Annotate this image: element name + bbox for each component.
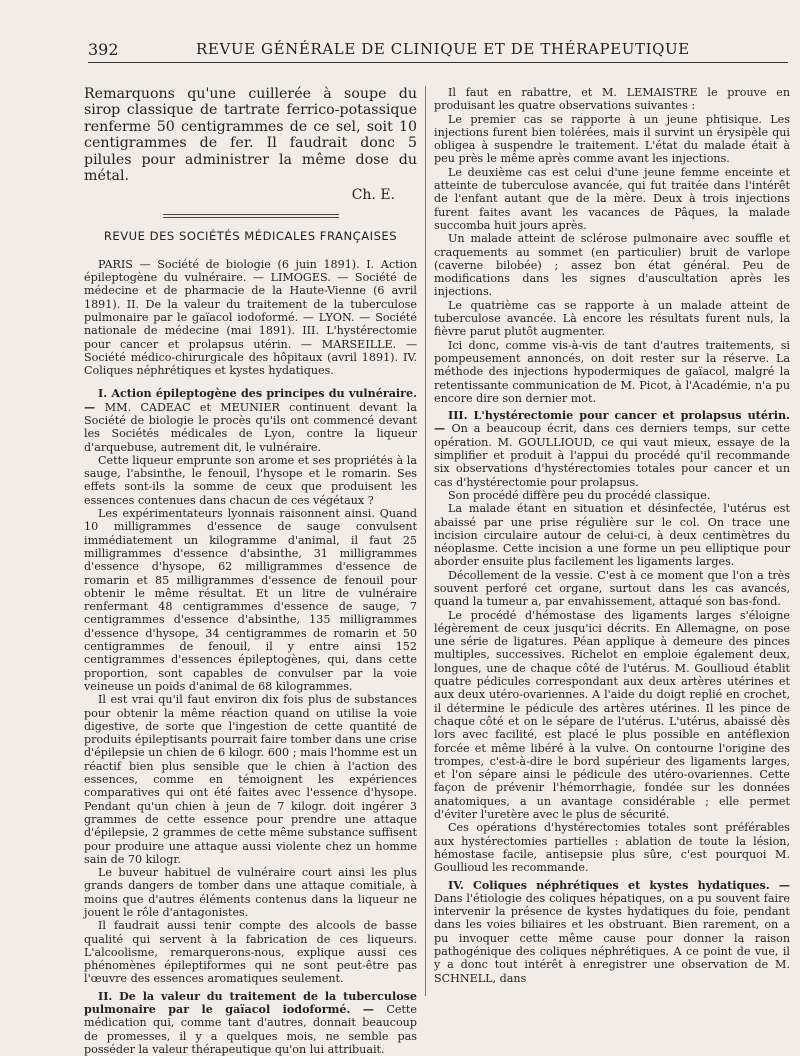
section-title: REVUE DES SOCIÉTÉS MÉDICALES FRANÇAISES — [103, 229, 398, 244]
column-divider — [425, 86, 426, 996]
paragraph-text: MM. CADEAC et MEUNIER continuent devant la Société de biologie le procès qu'ils ont commencé devant les Sociétés médicales de Lyon, contre la liqueur d'arquebuse, autrement dit, le vulnéraire. — [84, 400, 417, 454]
body-paragraph — [434, 821, 790, 874]
summary-paragraph: PARIS — Société de biologie (6 juin 1891). I. Action épileptogène du vulnéraire. — LIMOGES. — Société de médecine et de pharmacie de la Haute-Vienne (6 avril 1891). II. De la valeur du traitement de la tuberculose pulmonaire par le gaïacol iodoformé. — LYON. — Société nationale de médecine (mai 1891). III. L'hystérectomie pour cancer et prolapsus utérin. — MARSEILLE. — Société médico-chirurgicale des hôpitaux (avril 1891). IV. Coliques néphrétiques et kystes hydatiques. — [84, 257, 417, 378]
right-column — [434, 86, 790, 1006]
body-paragraph — [84, 693, 417, 866]
body-paragraph — [84, 990, 417, 1056]
body-paragraph — [434, 299, 790, 339]
paragraph-text: Il faudrait aussi tenir compte des alcools de basse qualité qui servent à la fabrication de ces liqueurs. L'alcoolisme, remarquerons-nous, explique aussi ces phénomènes épileptiformes qui ne sont peut-être pas l'œuvre des essences aromatiques seulement. — [84, 919, 417, 986]
body-paragraph — [434, 86, 790, 113]
body-paragraph — [434, 569, 790, 609]
paragraph-text: Dans l'étiologie des coliques hépatiques, on a pu souvent faire intervenir la présence de kystes hydatiques du foie, pendant dans les voies biliaires et les obstruant. Bien rarement, on a pu invoquer cette même cause pour donner la raison pathogénique des coliques néphrétiques. A ce point de vue, il y a donc tout intérêt à enregistrer une observation de M. SCHNELL, dans — [434, 891, 790, 985]
paragraph-text: Le procédé d'hémostase des ligaments larges s'éloigne légèrement de ceux jusqu'ici décrits. En Allemagne, on pose une série de ligatures. Péan applique à demeure des pinces multiples, successives. Richelot en emploie également deux, longues, une de chaque côté de l'utérus. M. Goullioud établit quatre pédicules correspondant aux deux artères utérines et aux deux utéro-ovariennes. A l'aide du doigt replié en crochet, il détermine le pédicule des artères utérines. Il les pince de chaque côté et on le sépare de l'utérus. L'utérus, abaissé dès lors avec facilité, est placé le plus possible en antéflexion forcée et même libéré à la vulve. On contourne l'origine des trompes, c'est-à-dire le bord supérieur des ligaments larges, et l'on sépare ainsi le pédicule des utéro-ovariennes. Cette façon de prévenir l'hémorrhagie, fondée sur les données anatomiques, a un avantage considérable ; elle permet d'éviter l'uretère avec le plus de sécurité. — [434, 608, 790, 822]
subsection-heading: I. Action épileptogène des principes du vulnéraire. — — [84, 387, 417, 414]
running-title: REVUE GÉNÉRALE DE CLINIQUE ET DE THÉRAPEUTIQUE — [196, 40, 690, 58]
body-paragraph — [434, 879, 790, 985]
body-paragraph — [434, 113, 790, 166]
paragraph-text: La malade étant en situation et désinfectée, l'utérus est abaissé par une prise régulière sur le col. On trace une incision circulaire autour de celui-ci, à deux centimètres du néoplasme. Cette incision a une forme un peu elliptique pour aborder ensuite plus facilement les ligaments larges. — [434, 502, 790, 569]
intro-paragraph: Remarquons qu'une cuillerée à soupe du sirop classique de tartrate ferrico-potassique renferme 50 centigrammes de ce sel, soit 10 centigrammes de fer. Il faudrait donc 5 pilules pour administrer la même dose du métal. — [84, 86, 417, 185]
paragraph-text: Un malade atteint de sclérose pulmonaire avec souffle et craquements au sommet (en particulier) bruit de varlope (caverne bilobée) ; assez bon état général. Peu de modifications dans les signes d'auscultation après les injections. — [434, 232, 790, 299]
body-paragraph — [84, 866, 417, 919]
paragraph-text: Décollement de la vessie. C'est à ce moment que l'on a très souvent perforé cet organe, surtout dans les cas avancés, quand la tumeur a, par envahissement, attaqué son bas-fond. — [434, 568, 790, 609]
paragraph-text: Le quatrième cas se rapporte à un malade atteint de tuberculose avancée. Là encore les résultats furent nuls, la fièvre parut plutôt augmenter. — [434, 298, 790, 339]
body-paragraph — [434, 502, 790, 568]
body-paragraph — [84, 454, 417, 507]
page-number: 392 — [88, 40, 119, 59]
body-paragraph — [84, 919, 417, 985]
left-column — [84, 86, 417, 1056]
body-paragraph — [434, 489, 790, 502]
body-paragraph — [434, 609, 790, 822]
body-paragraph — [84, 507, 417, 693]
signature: Ch. E. — [351, 187, 395, 204]
right-article-body — [434, 86, 790, 985]
paragraph-text: Le deuxième cas est celui d'une jeune femme enceinte et atteinte de tuberculose avancée, qui fut traitée dans l'intérêt de l'enfant autant que de la mère. Deux à trois injections furent faites avant les vacances de Pâques, la malade succomba huit jours après. — [434, 165, 790, 232]
paragraph-text: Ici donc, comme vis-à-vis de tant d'autres traitements, si pompeusement annoncés, on doit rester sur la réserve. La méthode des injections hypodermiques de gaïacol, malgré la retentissante communication de M. Picot, à l'Académie, n'a pu encore dire son dernier mot. — [434, 338, 790, 405]
paragraph-text: Il est vrai qu'il faut environ dix fois plus de substances pour obtenir la même réaction quand on utilise la voie digestive, de sorte que l'ingestion de cette quantité de produits épileptisants pourrait faire tomber dans une crise d'épilepsie un chien de 6 kilogr. 600 ; mais l'homme est un réactif bien plus sensible que le chien à l'action des essences, comme en témoignent les expériences comparatives qui ont été faites avec l'essence d'hysope. Pendant qu'un chien à jeun de 7 kilogr. doit ingérer 3 grammes de cette essence pour prendre une attaque d'épilepsie, 2 grammes de cette même substance suffisent pour produire une attaque aussi violente chez un homme sain de 70 kilogr. — [84, 693, 417, 866]
paragraph-text: Son procédé diffère peu du procédé classique. — [448, 488, 711, 502]
paragraph-text: Les expérimentateurs lyonnais raisonnent ainsi. Quand 10 milligrammes d'essence de sauge convulsent immédiatement un kilogramme d'animal, il faut 25 milligrammes d'essence d'absinthe, 31 milligrammes d'essence d'hysope, 62 milligrammes d'essence de romarin et 85 milligrammes d'essence de fenouil pour obtenir le même résultat. Et un litre de vulnéraire renfermant 48 centigrammes d'essence de sauge, 7 centigrammes d'essence d'absinthe, 135 milligrammes d'essence d'hysope, 34 centigrammes de romarin et 50 centigrammes de fenouil, il y entre ainsi 152 centigrammes d'essences épileptogènes, qui, dans cette proportion, sont capables de convulser par la voie veineuse un poids d'animal de 68 kilogrammes. — [84, 507, 417, 693]
section-rule — [163, 214, 339, 218]
left-article-body — [84, 383, 417, 1056]
body-paragraph — [434, 166, 790, 232]
body-paragraph — [434, 339, 790, 405]
paragraph-text: Le buveur habituel de vulnéraire court ainsi les plus grands dangers de tomber dans une attaque comitiale, à moins que d'autres éléments contenus dans la liqueur ne jouent le rôle d'antagonistes. — [84, 866, 417, 919]
body-paragraph — [84, 387, 417, 453]
body-paragraph — [434, 409, 790, 489]
paragraph-text: Le premier cas se rapporte à un jeune phtisique. Les injections furent bien tolérées, mais il survint un érysipèle qui obligea à suspendre le traitement. L'état du malade était à peu près le même après comme avant les injections. — [434, 112, 790, 166]
paragraph-text: Cette médication qui, comme tant d'autres, donnait beaucoup de promesses, il y a quelques mois, ne semble pas posséder la valeur thérapeutique qu'on lui attribuait. — [84, 1003, 417, 1056]
page-header — [88, 38, 788, 63]
paragraph-text: Cette liqueur emprunte son arome et ses propriétés à la sauge, l'absinthe, le fenouil, l'hysope et le romarin. Ses effets sont-ils la somme de ceux que produisent les essences contenues dans chacun de ces végétaux ? — [84, 453, 417, 507]
subsection-heading: IV. Coliques néphrétiques et kystes hydatiques. — — [448, 878, 790, 892]
paragraph-text: On a beaucoup écrit, dans ces derniers temps, sur cette opération. M. GOULLIOUD, ce qui vaut mieux, essaye de la simplifier et produit à l'appui du procédé qu'il recommande six observations d'hystérectomies totales pour cancer et un cas d'hystérectomie pour prolapsus. — [434, 422, 790, 489]
summary-block — [84, 258, 417, 378]
body-paragraph — [434, 232, 790, 298]
subsection-heading: II. De la valeur du traitement de la tuberculose pulmonaire par le gaïacol iodoformé. — — [84, 989, 417, 1017]
subsection-heading: III. L'hystérectomie pour cancer et prolapsus utérin. — — [434, 409, 790, 436]
paragraph-text: Il faut en rabattre, et M. LEMAISTRE le prouve en produisant les quatre observations suivantes : — [434, 86, 790, 113]
intro-block — [84, 86, 417, 204]
paragraph-text: Ces opérations d'hystérectomies totales sont préférables aux hystérectomies partielles : ablation de toute la lésion, hémostase facile, antisepsie plus sûre, c'est pourquoi M. Goullioud les recommande. — [434, 821, 790, 875]
